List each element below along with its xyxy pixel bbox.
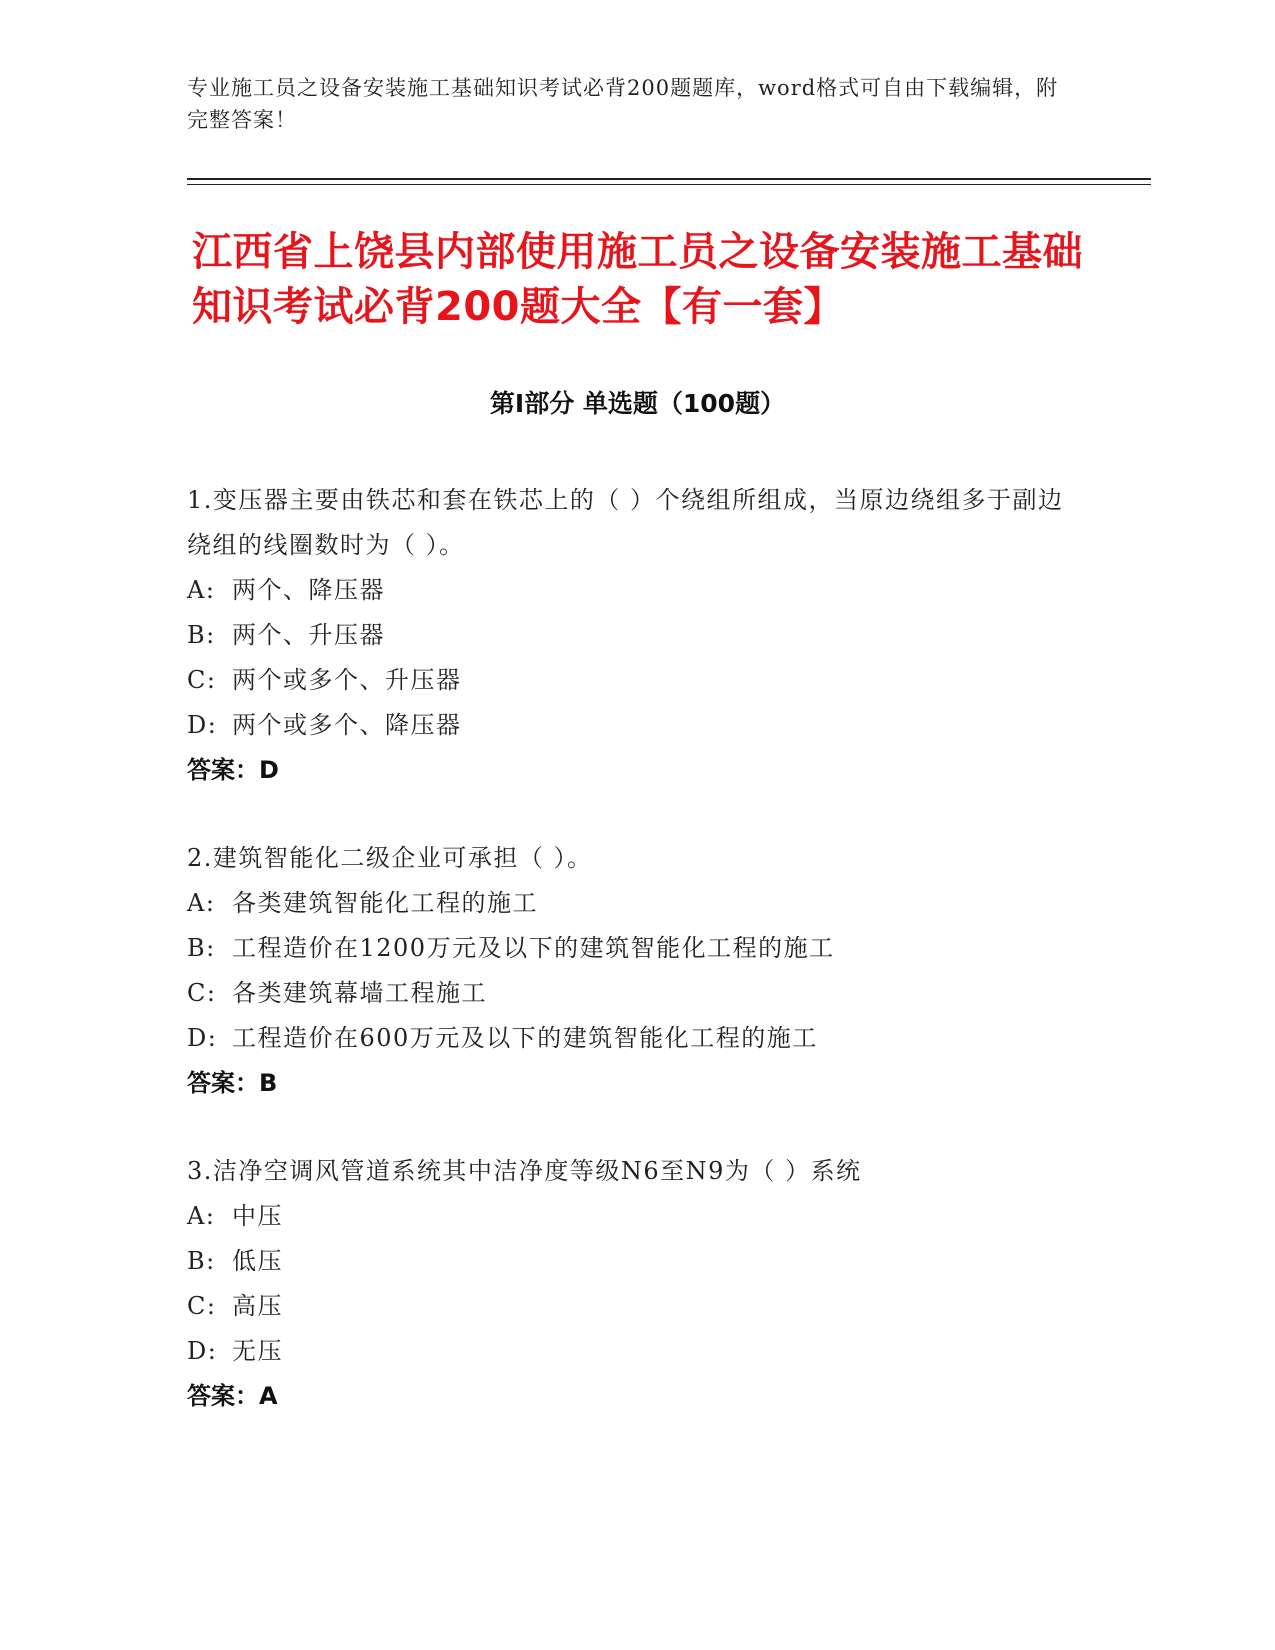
option-a (187, 881, 1087, 926)
option-a (187, 568, 1087, 613)
answer-line: 答案：B (187, 1069, 278, 1097)
option-text: 高压 (232, 1292, 283, 1320)
option-key: D: (187, 1024, 218, 1052)
option-key: A: (187, 889, 216, 917)
header-note: 专业施工员之设备安装施工基础知识考试必背200题题库，word格式可自由下载编辑，附完整答案！ (187, 76, 1059, 132)
option-key: C: (187, 1292, 217, 1320)
option-b (187, 1239, 1087, 1284)
question-stem: 3.洁净空调风管道系统其中洁净度等级N6至N9为（ ）系统 (187, 1157, 862, 1185)
option-b (187, 926, 1087, 971)
option-c (187, 971, 1087, 1016)
question-list (187, 478, 1087, 1462)
option-text: 两个、升压器 (232, 621, 385, 649)
option-key: C: (187, 979, 217, 1007)
option-key: B: (187, 1247, 216, 1275)
document-title: 江西省上饶县内部使用施工员之设备安装施工基础知识考试必背200题大全【有一套】 (192, 229, 1083, 330)
option-text: 两个或多个、升压器 (232, 666, 462, 694)
section-heading: 第Ⅰ部分 单选题（100题） (489, 389, 786, 418)
question-stem: 1.变压器主要由铁芯和套在铁芯上的（ ）个绕组所组成，当原边绕组多于副边绕组的线圈数时为（ ）。 (187, 486, 1064, 559)
question-1 (187, 478, 1087, 793)
option-key: B: (187, 621, 216, 649)
option-text: 各类建筑智能化工程的施工 (232, 889, 538, 917)
option-text: 各类建筑幕墙工程施工 (232, 979, 487, 1007)
option-text: 工程造价在600万元及以下的建筑智能化工程的施工 (232, 1024, 818, 1052)
option-text: 低压 (232, 1247, 283, 1275)
question-3 (187, 1149, 1087, 1419)
option-key: A: (187, 576, 216, 604)
option-text: 两个或多个、降压器 (232, 711, 462, 739)
option-text: 两个、降压器 (232, 576, 385, 604)
option-text: 中压 (232, 1202, 283, 1230)
question-stem: 2.建筑智能化二级企业可承担（ ）。 (187, 844, 593, 872)
header-divider-thin (187, 184, 1151, 185)
question-2 (187, 836, 1087, 1106)
answer-line: 答案：D (187, 756, 279, 784)
option-d (187, 703, 1087, 748)
option-key: D: (187, 711, 218, 739)
header-divider-thick (187, 178, 1151, 180)
option-c (187, 1284, 1087, 1329)
answer-line: 答案：A (187, 1382, 278, 1410)
option-a (187, 1194, 1087, 1239)
option-key: B: (187, 934, 216, 962)
option-text: 工程造价在1200万元及以下的建筑智能化工程的施工 (232, 934, 835, 962)
option-c (187, 658, 1087, 703)
option-d (187, 1016, 1087, 1061)
option-text: 无压 (232, 1337, 283, 1365)
option-b (187, 613, 1087, 658)
option-key: A: (187, 1202, 216, 1230)
option-key: D: (187, 1337, 218, 1365)
option-d (187, 1329, 1087, 1374)
option-key: C: (187, 666, 217, 694)
